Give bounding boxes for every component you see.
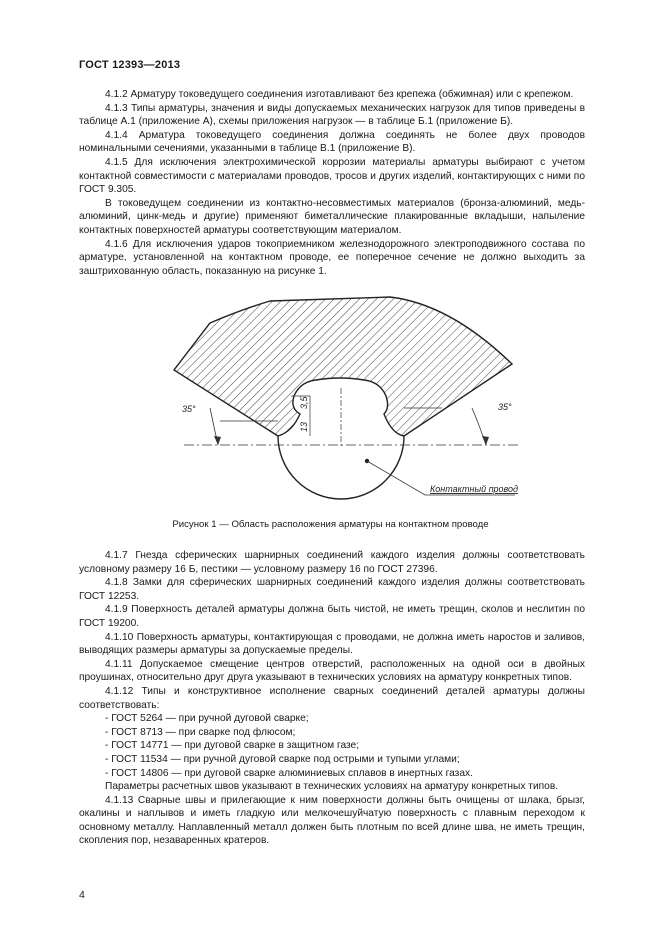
paragraph-weld-params: Параметры расчетных швов указывают в технических условиях на арматуру конкретных типов.: [105, 781, 559, 793]
wire-label: Контактный провод: [430, 484, 519, 494]
page-number: 4: [79, 889, 85, 901]
paragraph-4-1-8: 4.1.8 Замки для сферических шарнирных соединений каждого изделия должны соответствовать ГОСТ 12253.: [79, 577, 585, 602]
paragraph-4-1-12: 4.1.12 Типы и конструктивное исполнение сварных соединений деталей арматуры должны соответствовать:: [79, 685, 585, 711]
paragraph-4-1-9: 4.1.9 Поверхность деталей арматуры должна быть чистой, не иметь трещин, сколов и неслитин по ГОСТ 19200.: [79, 604, 585, 629]
document-header: ГОСТ 12393—2013: [79, 59, 181, 71]
angle-arrow-left: [214, 436, 221, 445]
angle-label-right: 35°: [498, 402, 512, 412]
paragraph-4-1-11: 4.1.11 Допускаемое смещение центров отверстий, расположенных на одной оси в двойных проушинах, относительно друг друга указывают в технических условиях на арматуру конкретных типов.: [79, 658, 585, 684]
dimension-label-lower: 13: [299, 421, 309, 432]
list-item-gost-14771: - ГОСТ 14771 — при дуговой сварке в защитном газе;: [105, 740, 360, 752]
figure-contact-wire: [150, 296, 530, 511]
dimension-label-upper: 3,5: [299, 396, 309, 409]
paragraph-4-1-3: 4.1.3 Типы арматуры, значения и виды допускаемых механических нагрузок для типов приведены в таблице А.1 (приложение А), схемы приложения нагрузок — в таблице Б.1 (приложение Б).: [79, 102, 585, 128]
paragraph-4-1-2: 4.1.2 Арматуру токоведущего соединения изготавливают без крепежа (обжимная) или с крепежом.: [105, 89, 574, 100]
paragraph-4-1-10: 4.1.10 Поверхность арматуры, контактирующая с проводами, не должна иметь наростов и заливов, выводящих размеры арматуры за допускаемые пределы.: [79, 631, 585, 657]
figure-drawing: [150, 296, 530, 511]
paragraph-4-1-4: 4.1.4 Арматура токоведущего соединения должна соединять не более двух проводов номинальными сечениями, указанными в таблице В.1 (приложение В).: [79, 129, 585, 155]
angle-arrow-right: [482, 436, 489, 445]
bottom-text-block: [79, 549, 585, 848]
list-item-gost-14806: - ГОСТ 14806 — при дуговой сварке алюминиевых сплавов в инертных газах.: [105, 767, 473, 779]
paragraph-4-1-13: 4.1.13 Сварные швы и прилегающие к ним поверхности должны быть очищены от шлака, брызг, окалины и наплывов и иметь гладкую или мелкочешуйчатую поверхность с плавным переходом к основному металлу. Наплавленный металл должен быть плотным по всей длине шва, не иметь трещин, скопления пор, незаваренных кратеров.: [79, 794, 585, 847]
list-item-gost-5264: - ГОСТ 5264 — при ручной дуговой сварке;: [105, 713, 309, 725]
list-item-gost-11534: - ГОСТ 11534 — при ручной дуговой сварке под острыми и тупыми углами;: [105, 753, 460, 765]
hatched-area: [174, 297, 512, 436]
paragraph-4-1-5: 4.1.5 Для исключения электрохимической коррозии материалы арматуры выбирают с учетом контактной совместимости с материалами проводов, тросов и других изделий, контактирующих с ними по ГОСТ 9.305.: [79, 156, 585, 196]
paragraph-4-1-7: 4.1.7 Гнезда сферических шарнирных соединений каждого изделия должны соответствовать условному размеру 16 Б, пестики — условному размеру 16 по ГОСТ 27396.: [79, 550, 585, 575]
paragraph-4-1-6: 4.1.6 Для исключения ударов токоприемником железнодорожного электроподвижного состава по арматуре, установленной на контактном проводе, ее поперечное сечение не должно выходить за заштрихованную область, показанную на рисунке 1.: [79, 238, 585, 277]
angle-label-left: 35°: [182, 404, 196, 414]
top-text-block: [79, 88, 585, 278]
figure-caption: Рисунок 1 — Область расположения арматуры на контактном проводе: [172, 519, 489, 530]
paragraph-bimetal: В токоведущем соединении из контактно-несовместимых материалов (бронза-алюминий, медь-алюминий, цинк-медь и другие) применяют биметаллические плакированные вкладыши, напыление контактных поверхностей арматуры соответствующим материалом.: [79, 197, 585, 236]
list-item-gost-8713: - ГОСТ 8713 — при сварке под флюсом;: [105, 726, 296, 738]
